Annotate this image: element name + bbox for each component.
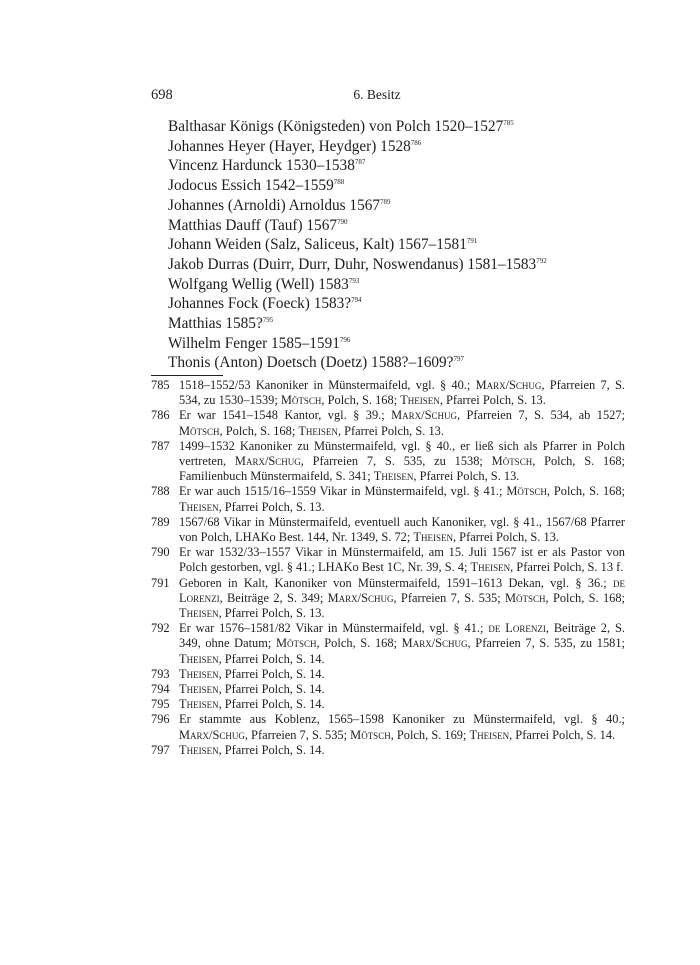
- footnote-number: 790: [151, 545, 170, 560]
- footnote-rule: [151, 375, 223, 376]
- entry-text: Johannes (Arnoldi) Arnoldus 1567: [168, 196, 381, 214]
- footnote-ref: 789: [380, 197, 391, 206]
- footnote: [151, 682, 625, 697]
- footnote-text: Geboren in Kalt, Kanoniker von Münstermaifeld, 1591–1613 Dekan, vgl. § 36.; de Lorenzi, Beiträge 2, S. 349; Marx/Schug, Pfarreien 7, S. 535; Mötsch, Polch, S. 168; Theisen, Pfarrei Polch, S. 13.: [179, 575, 625, 621]
- entry-text: Wolfgang Wellig (Well) 1583: [168, 275, 349, 293]
- footnote-number: 797: [151, 742, 170, 757]
- list-item: [168, 255, 638, 275]
- footnote-ref: 792: [536, 256, 547, 265]
- footnote-text: Er war 1576–1581/82 Vikar in Münstermaifeld, vgl. § 41.; de Lorenzi, Beiträge 2, S. 349, ohne Datum; Mötsch, Polch, S. 168; Marx/Schug, Pfarreien 7, S. 535, zu 1581; Theisen, Pfarrei Polch, S. 14.: [179, 621, 625, 666]
- footnote: [151, 515, 625, 545]
- entry-text: Johann Weiden (Salz, Saliceus, Kalt) 1567–1581: [168, 236, 467, 254]
- footnote: [151, 743, 625, 758]
- footnote: [151, 484, 625, 514]
- footnote-text: Er war auch 1515/16–1559 Vikar in Münstermaifeld, vgl. § 41.; Mötsch, Polch, S. 168; Theisen, Pfarrei Polch, S. 13.: [179, 484, 626, 514]
- entry-text: Johannes Fock (Foeck) 1583?: [168, 295, 352, 313]
- list-item: [168, 137, 638, 157]
- list-item: [168, 235, 638, 255]
- footnote-number: 789: [151, 514, 170, 529]
- footnote-ref: 791: [466, 237, 478, 246]
- footnote-number: 791: [151, 575, 170, 590]
- footnote-text: Theisen, Pfarrei Polch, S. 14.: [179, 666, 325, 681]
- footnote-ref: 797: [453, 355, 464, 364]
- footnote: [151, 545, 625, 575]
- footnote-ref: 796: [339, 335, 351, 344]
- footnote-text: Er war 1541–1548 Kantor, vgl. § 39.; Marx/Schug, Pfarreien 7, S. 534, ab 1527; Mötsch, Polch, S. 168; Theisen, Pfarrei Polch, S. 13.: [179, 408, 625, 438]
- footnotes: [151, 378, 625, 758]
- running-head: 6. Besitz: [353, 87, 401, 102]
- footnote-text: 1567/68 Vikar in Münstermaifeld, eventuell auch Kanoniker, vgl. § 41., 1567/68 Pfarrer von Polch, LHAKo Best. 144, Nr. 1349, S. 72; Theisen, Pfarrei Polch, S. 13.: [179, 514, 625, 545]
- footnote-number: 788: [151, 484, 170, 499]
- entry-text: Matthias Dauff (Tauf) 1567: [168, 216, 337, 234]
- list-item: [168, 176, 638, 196]
- footnote-ref: 790: [337, 217, 348, 226]
- footnote: [151, 439, 625, 485]
- footnote-text: Theisen, Pfarrei Polch, S. 14.: [179, 742, 325, 757]
- footnote-number: 795: [151, 697, 170, 712]
- footnote-text: 1518–1552/53 Kanoniker in Münstermaifeld, vgl. § 40.; Marx/Schug, Pfarreien 7, S. 534, zu 1530–1539; Mötsch, Polch, S. 168; Theisen, Pfarrei Polch, S. 13.: [179, 378, 625, 408]
- list-item: [168, 117, 638, 137]
- footnote-ref: 788: [333, 178, 345, 187]
- footnote: [151, 697, 625, 712]
- footnote-number: 794: [151, 682, 170, 697]
- entry-text: Vincenz Hardunck 1530–1538: [168, 157, 355, 175]
- list-item: [168, 353, 638, 373]
- list-item: [168, 275, 638, 295]
- footnote-ref: 786: [410, 138, 422, 147]
- footnote: [151, 408, 625, 438]
- entry-text: Johannes Heyer (Hayer, Heydger) 1528: [168, 137, 411, 155]
- footnote-ref: 795: [262, 316, 274, 325]
- footnote-text: Theisen, Pfarrei Polch, S. 14.: [179, 697, 325, 712]
- entry-text: Wilhelm Fenger 1585–1591: [168, 334, 340, 352]
- footnote: [151, 576, 625, 622]
- footnote-number: 785: [151, 378, 170, 392]
- footnote-text: Theisen, Pfarrei Polch, S. 14.: [179, 682, 325, 697]
- footnote-ref: 793: [348, 276, 360, 285]
- footnote-text: Er war 1532/33–1557 Vikar in Münstermaifeld, am 15. Juli 1567 ist er als Pastor von Polch gestorben, vgl. § 41.; LHAKo Best 1C, Nr. 39, S. 4; Theisen, Pfarrei Polch, S. 13 f.: [179, 545, 625, 575]
- list-item: [168, 294, 638, 314]
- list-item: [168, 216, 638, 236]
- list-item: [168, 314, 638, 334]
- entry-list: [168, 117, 638, 373]
- footnote-number: 793: [151, 666, 170, 681]
- footnote: [151, 712, 625, 742]
- footnote-text: Er stammte aus Koblenz, 1565–1598 Kanoniker zu Münstermaifeld, vgl. § 40.; Marx/Schug, Pfarreien 7, S. 535; Mötsch, Polch, S. 169; Theisen, Pfarrei Polch, S. 14.: [179, 712, 625, 742]
- footnote: [151, 667, 625, 682]
- footnote-number: 796: [151, 712, 170, 727]
- footnote-number: 786: [151, 408, 170, 423]
- footnote-ref: 787: [354, 158, 366, 167]
- list-item: [168, 334, 638, 354]
- footnote-ref: 785: [503, 119, 514, 127]
- footnote-number: 787: [151, 438, 170, 453]
- entry-text: Jodocus Essich 1542–1559: [168, 177, 334, 195]
- footnote-ref: 794: [351, 296, 362, 305]
- list-item: [168, 156, 638, 176]
- page-number: 698: [151, 87, 173, 103]
- footnote-number: 792: [151, 621, 170, 636]
- footnote: [151, 621, 625, 667]
- entry-text: Matthias 1585?: [168, 315, 263, 333]
- footnote-text: 1499–1532 Kanoniker zu Münstermaifeld, vgl. § 40., er ließ sich als Pfarrer in Polch vertreten, Marx/Schug, Pfarreien 7, S. 535, zu 1538; Mötsch, Polch, S. 168; Familienbuch Münstermaifeld, S. 341; Theisen, Pfarrei Polch, S. 13.: [179, 438, 625, 484]
- entry-text: Balthasar Königs (Königsteden) von Polch 1520–1527: [168, 118, 504, 135]
- entry-text: Jakob Durras (Duirr, Durr, Duhr, Noswendanus) 1581–1583: [168, 255, 537, 273]
- list-item: [168, 196, 638, 216]
- entry-text: Thonis (Anton) Doetsch (Doetz) 1588?–1609?: [168, 354, 454, 372]
- footnote: [151, 378, 625, 408]
